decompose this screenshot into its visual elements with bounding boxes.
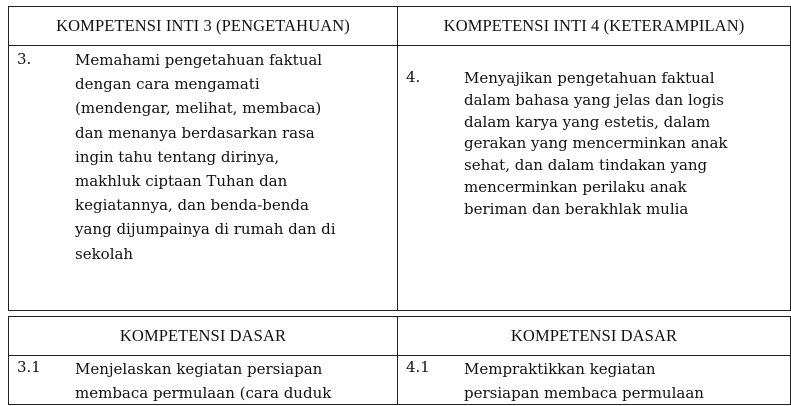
ki3-line: ingin tahu tentang dirinya, — [75, 147, 280, 166]
ki3-line: yang dijumpainya di rumah dan di — [75, 220, 336, 239]
ki4-cell — [398, 46, 791, 311]
kd-right-line: persiapan membaca permulaan — [464, 384, 704, 403]
ki3-line: kegiatannya, dan benda-benda — [75, 196, 309, 215]
core-competency-table — [8, 6, 791, 311]
ki4-header: KOMPETENSI INTI 4 (KETERAMPILAN) — [398, 7, 791, 46]
ki3-cell — [9, 46, 398, 311]
ki4-line: beriman dan berakhlak mulia — [464, 199, 689, 218]
ki4-text — [464, 68, 728, 221]
kd-left-cell — [9, 356, 398, 405]
ki4-line: Menyajikan pengetahuan faktual — [464, 69, 715, 87]
ki3-line: Memahami pengetahuan faktual — [75, 51, 323, 69]
kd-right-cell — [398, 356, 791, 405]
ki3-line: dan menanya berdasarkan rasa — [75, 123, 315, 142]
kd-left-text — [75, 357, 331, 405]
ki4-line: dalam karya yang estetis, dalam — [464, 112, 711, 131]
kd-right-header: KOMPETENSI DASAR — [398, 317, 791, 356]
kd-right-line: Mempraktikkan kegiatan — [464, 360, 656, 378]
ki3-line: (mendengar, melihat, membaca) — [75, 99, 322, 118]
ki3-text — [75, 48, 336, 266]
kd-right-text — [464, 357, 704, 405]
ki4-line: sehat, dan dalam tindakan yang — [464, 156, 708, 175]
kd-right-number: 4.1 — [406, 358, 430, 376]
ki3-line: sekolah — [75, 244, 134, 263]
ki4-line: mencerminkan perilaku anak — [464, 177, 687, 196]
ki3-line: dengan cara mengamati — [75, 75, 260, 94]
ki4-line: dalam bahasa yang jelas dan logis — [464, 90, 724, 109]
ki4-line: gerakan yang mencerminkan anak — [464, 134, 728, 153]
ki3-line: makhluk ciptaan Tuhan dan — [75, 172, 288, 191]
ki3-header: KOMPETENSI INTI 3 (PENGETAHUAN) — [9, 7, 398, 46]
basic-competency-table — [8, 316, 791, 405]
kd-left-line: Menjelaskan kegiatan persiapan — [75, 360, 323, 378]
kd-left-line: membaca permulaan (cara duduk — [75, 384, 332, 403]
kd-left-number: 3.1 — [17, 358, 41, 376]
kd-left-header: KOMPETENSI DASAR — [9, 317, 398, 356]
ki3-number: 3. — [17, 50, 32, 68]
ki4-number: 4. — [406, 68, 421, 86]
